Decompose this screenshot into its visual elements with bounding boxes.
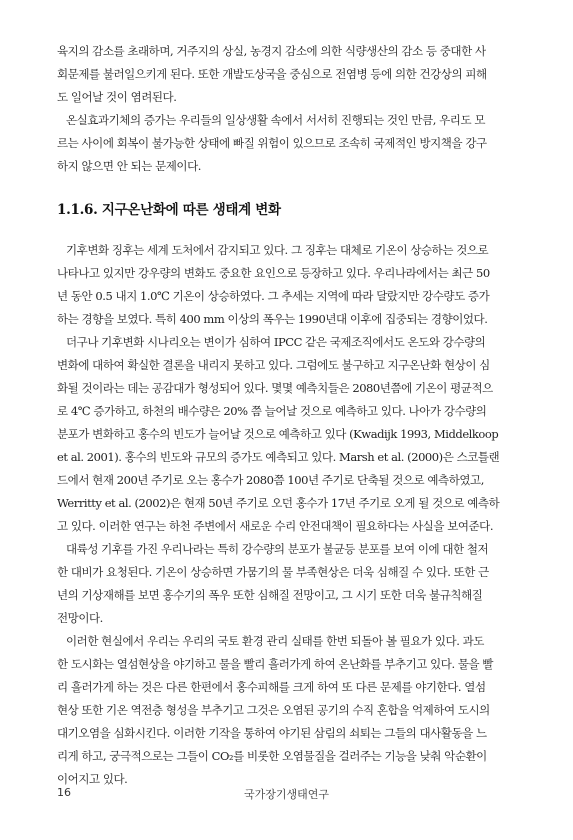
text-line: 이러한 현실에서 우리는 우리의 국토 환경 관리 실태를 한번 되돌아 볼 필요가 있다. 과도	[66, 634, 484, 648]
text-line: 한 도시화는 열섬현상을 야기하고 물을 빨리 흘러가게 하여 온난화를 부추기고 있다. 물을 빨	[57, 657, 494, 671]
text-line: 이어지고 있다.	[57, 772, 128, 786]
text-line: 고 있다. 이러한 연구는 하천 주변에서 새로운 수리 안전대책이 필요하다는 사실을 보여준다.	[57, 519, 494, 533]
text-line: 리게 하고, 궁극적으로는 그들이 CO₂를 비롯한 오염물질을 걸러주는 기능을 낮춰 악순환이	[57, 749, 487, 763]
text-line: 한 대비가 요청된다. 기온이 상승하면 가뭄기의 물 부족현상은 더욱 심해질 수 있다. 또한 근	[57, 565, 489, 579]
text-line: 년 동안 0.5 내지 1.0℃ 기온이 상승하였다. 그 추세는 지역에 따라 달랐지만 강수량도 증가	[57, 289, 490, 303]
text-line: 육지의 감소를 초래하며, 거주지의 상실, 농경지 감소에 의한 식량생산의 감소 등 중대한 사	[57, 44, 486, 58]
text-line: 화될 것이라는 데는 공감대가 형성되어 있다. 몇몇 예측치들은 2080년쯤에 기온이 평균적으	[57, 381, 493, 395]
text-line: 르는 사이에 회복이 불가능한 상태에 빠질 위험이 있으므로 조속히 국제적인 방지책을 강구	[57, 136, 487, 150]
text-line: 대륙성 기후를 가진 우리나라는 특히 강수량의 분포가 불균등 분포를 보여 이에 대한 철저	[66, 542, 489, 556]
text-line: 변화에 대하여 확실한 결론을 내리지 못하고 있다. 그럼에도 불구하고 지구온난화 현상이 심	[57, 358, 490, 372]
body-paragraph-3	[57, 538, 516, 630]
intro-paragraph-1	[57, 40, 516, 109]
intro-paragraph-2	[57, 109, 516, 178]
text-line: 하지 않으면 안 되는 문제이다.	[57, 159, 201, 173]
text-line: et al. 2001). 홍수의 빈도와 규모의 증가도 예측되고 있다. Marsh et al. (2000)은 스코틀랜	[57, 450, 500, 464]
text-line: 현상 또한 기온 역전층 형성을 부추기고 그것은 오염된 공기의 수직 혼합을 억제하여 도시의	[57, 703, 490, 717]
text-line: 더구나 기후변화 시나리오는 변이가 심하여 IPCC 같은 국제조직에서도 온도와 강수량의	[66, 335, 486, 349]
page-number: 16	[57, 786, 71, 799]
text-line: 분포가 변화하고 홍수의 빈도가 늘어날 것으로 예측하고 있다 (Kwadijk 1993, Middelkoop	[57, 427, 499, 441]
body-paragraph-1	[57, 239, 516, 331]
section-heading: 1.1.6. 지구온난화에 따른 생태계 변화	[57, 202, 281, 218]
page-footer	[57, 786, 516, 802]
text-line: 회문제를 불러일으키게 된다. 또한 개발도상국을 중심으로 전염병 등에 의한 건강상의 피해	[57, 67, 487, 81]
text-line: 년의 기상재해를 보면 홍수기의 폭우 또한 심해질 전망이고, 그 시기 또한 더욱 불규칙해질	[57, 588, 483, 602]
text-line: Werritty et al. (2002)은 현재 50년 주기로 오던 홍수가 17년 주기로 오게 될 것으로 예측하	[57, 496, 500, 510]
text-line: 나타나고 있지만 강우량의 변화도 중요한 요인으로 등장하고 있다. 우리나라에서는 최근 50	[57, 266, 490, 280]
text-line: 온실효과기체의 증가는 우리들의 일상생활 속에서 서서히 진행되는 것인 만큼, 우리도 모	[66, 113, 485, 127]
text-line: 전망이다.	[57, 611, 103, 625]
footer-institute-name: 국가장기생태연구	[243, 788, 329, 801]
text-line: 하는 경향을 보였다. 특히 400 mm 이상의 폭우는 1990년대 이후에 집중되는 경향이었다.	[57, 312, 488, 326]
document-page	[57, 40, 516, 791]
text-line: 기후변화 징후는 세계 도처에서 감지되고 있다. 그 징후는 대체로 기온이 상승하는 것으로	[66, 243, 489, 257]
text-line: 드에서 현재 200년 주기로 오는 홍수가 2080쯤 100년 주기로 단축될 것으로 예측하였고,	[57, 473, 484, 487]
text-line: 도 일어날 것이 염려된다.	[57, 90, 177, 104]
text-line: 로 4℃ 증가하고, 하천의 배수량은 20% 쯤 늘어날 것으로 예측하고 있다. 나아가 강수량의	[57, 404, 487, 418]
body-paragraph-4	[57, 630, 516, 791]
text-line: 대기오염을 심화시킨다. 이러한 기작을 통하여 야기된 삼림의 쇠퇴는 그들의 대사활동을 느	[57, 726, 487, 740]
text-line: 리 흘러가게 하는 것은 다른 한편에서 홍수피해를 크게 하여 또 다른 문제를 야기한다. 열섬	[57, 680, 486, 694]
body-paragraph-2	[57, 331, 516, 538]
